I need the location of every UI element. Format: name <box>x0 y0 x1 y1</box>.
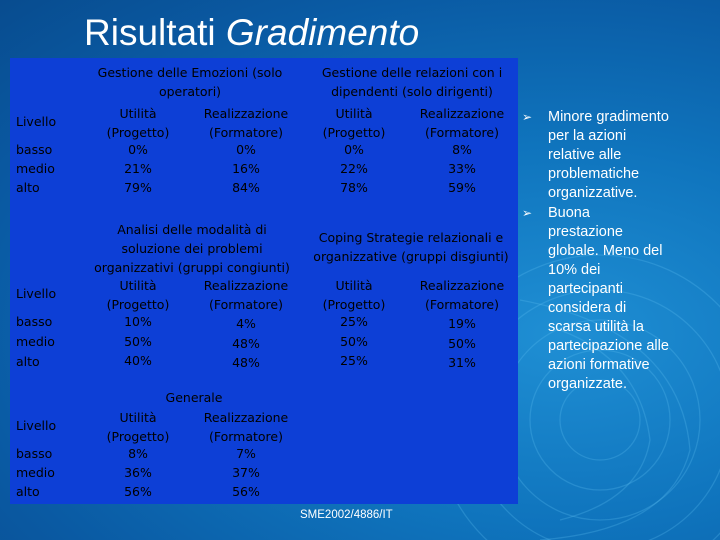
table-cell: 7% <box>236 446 256 461</box>
section2-header-left-line1: Analisi delle modalità di <box>117 222 267 237</box>
col-label: Realizzazione <box>419 278 505 293</box>
table-cell: 84% <box>232 180 260 195</box>
table-cell: 31% <box>448 355 476 370</box>
table-cell: 19% <box>448 316 476 331</box>
title-plain: Risultati <box>84 12 216 53</box>
bullet-line: considera di <box>548 300 627 316</box>
col-label: Realizzazione <box>203 410 289 425</box>
arrow-bullet-icon: ➢ <box>522 110 533 124</box>
col-sublabel: (Formatore) <box>208 125 283 140</box>
table-cell: 50% <box>124 334 152 349</box>
section1-header-right <box>310 63 514 101</box>
col-sublabel: (Progetto) <box>106 429 170 444</box>
section1-header-left-line2: operatori) <box>158 84 222 99</box>
col-sublabel: (Progetto) <box>106 297 170 312</box>
col-label: Realizzazione <box>203 106 289 121</box>
row-level: basso <box>16 142 53 157</box>
row-level: alto <box>16 484 40 499</box>
section3-level-label: Livello <box>16 418 57 433</box>
table-cell: 16% <box>232 161 260 176</box>
bullet-line: 10% dei <box>548 262 601 278</box>
table-cell: 25% <box>340 314 368 329</box>
section2-header-left-line2: soluzione dei problemi <box>121 241 263 256</box>
section1-header-left <box>92 63 288 101</box>
table-cell: 79% <box>124 180 152 195</box>
bullet-item <box>522 108 712 203</box>
section3-col1-label <box>98 408 178 446</box>
footer-code: SME2002/4886/IT <box>300 509 393 521</box>
section2-col1-label <box>98 276 178 314</box>
table-cell: 50% <box>340 334 368 349</box>
section2-header-left <box>88 220 296 277</box>
row-level: medio <box>16 334 55 349</box>
bullet-line: partecipazione alle <box>548 338 669 354</box>
bullet-line: Buona <box>548 205 590 221</box>
table-cell: 10% <box>124 314 152 329</box>
table-cell: 21% <box>124 161 152 176</box>
title-italic: Gradimento <box>225 12 420 53</box>
section1-level-label: Livello <box>16 114 57 129</box>
col-label: Utilità <box>119 106 157 121</box>
section1-col1-label <box>98 104 178 142</box>
section2-col2-label <box>196 276 296 314</box>
col-sublabel: (Formatore) <box>208 429 283 444</box>
bullet-line: per la azioni <box>548 128 627 144</box>
col-sublabel: (Progetto) <box>106 125 170 140</box>
table-cell: 33% <box>448 161 476 176</box>
col-label: Realizzazione <box>419 106 505 121</box>
table-cell: 0% <box>236 142 256 157</box>
bullet-line: organizzative. <box>548 185 638 201</box>
section1-col4-label <box>412 104 512 142</box>
table-cell: 37% <box>232 465 260 480</box>
bullet-line: scarsa utilità la <box>548 319 644 335</box>
col-label: Utilità <box>119 410 157 425</box>
table-cell: 0% <box>344 142 364 157</box>
section2-level-label: Livello <box>16 286 57 301</box>
bullet-line: globale. Meno del <box>548 243 663 259</box>
col-sublabel: (Formatore) <box>424 297 499 312</box>
table-cell: 8% <box>452 142 472 157</box>
table-cell: 22% <box>340 161 368 176</box>
bullet-line: partecipanti <box>548 281 623 297</box>
table-cell: 78% <box>340 180 368 195</box>
section2-header-right-line1: Coping Strategie relazionali e <box>318 230 504 245</box>
section2-header-right-line2: organizzative (gruppi disgiunti) <box>313 249 509 264</box>
bullet-list <box>522 108 712 395</box>
section1-header-left-line1: Gestione delle Emozioni (solo <box>97 65 283 80</box>
table-cell: 0% <box>128 142 148 157</box>
table-cell: 4% <box>236 316 256 331</box>
results-table-panel <box>10 58 518 504</box>
section2-header-left-line3: organizzativi (gruppi congiunti) <box>94 260 290 275</box>
arrow-bullet-icon: ➢ <box>522 206 533 220</box>
row-level: basso <box>16 314 53 329</box>
bullet-line: organizzate. <box>548 376 627 392</box>
section1-col3-label <box>314 104 394 142</box>
row-level: alto <box>16 354 40 369</box>
col-label: Realizzazione <box>203 278 289 293</box>
section1-col2-label <box>196 104 296 142</box>
col-label: Utilità <box>335 278 373 293</box>
section3-col2-label <box>196 408 296 446</box>
col-sublabel: (Progetto) <box>322 297 386 312</box>
section2-col4-label <box>412 276 512 314</box>
col-sublabel: (Progetto) <box>322 125 386 140</box>
table-cell: 36% <box>124 465 152 480</box>
row-level: medio <box>16 161 55 176</box>
section3-header: Generale <box>165 390 223 405</box>
bullet-line: problematiche <box>548 166 640 182</box>
table-cell: 59% <box>448 180 476 195</box>
table-cell: 48% <box>232 336 260 351</box>
section2-header-right <box>306 228 516 266</box>
bullet-item <box>522 204 712 394</box>
col-label: Utilità <box>119 278 157 293</box>
bullet-line: relative alle <box>548 147 622 163</box>
bullet-line: prestazione <box>548 224 623 240</box>
col-label: Utilità <box>335 106 373 121</box>
table-cell: 56% <box>124 484 152 499</box>
table-cell: 8% <box>128 446 148 461</box>
table-cell: 25% <box>340 353 368 368</box>
row-level: basso <box>16 446 53 461</box>
table-cell: 48% <box>232 355 260 370</box>
section1-header-right-line2: dipendenti (solo dirigenti) <box>331 84 493 99</box>
slide-title <box>84 12 419 54</box>
table-cell: 40% <box>124 353 152 368</box>
bullet-line: azioni formative <box>548 357 650 373</box>
bullet-line: Minore gradimento <box>548 109 669 125</box>
col-sublabel: (Formatore) <box>424 125 499 140</box>
row-level: medio <box>16 465 55 480</box>
section1-header-right-line1: Gestione delle relazioni con i <box>321 65 503 80</box>
section2-col3-label <box>314 276 394 314</box>
table-cell: 50% <box>448 336 476 351</box>
col-sublabel: (Formatore) <box>208 297 283 312</box>
table-cell: 56% <box>232 484 260 499</box>
row-level: alto <box>16 180 40 195</box>
